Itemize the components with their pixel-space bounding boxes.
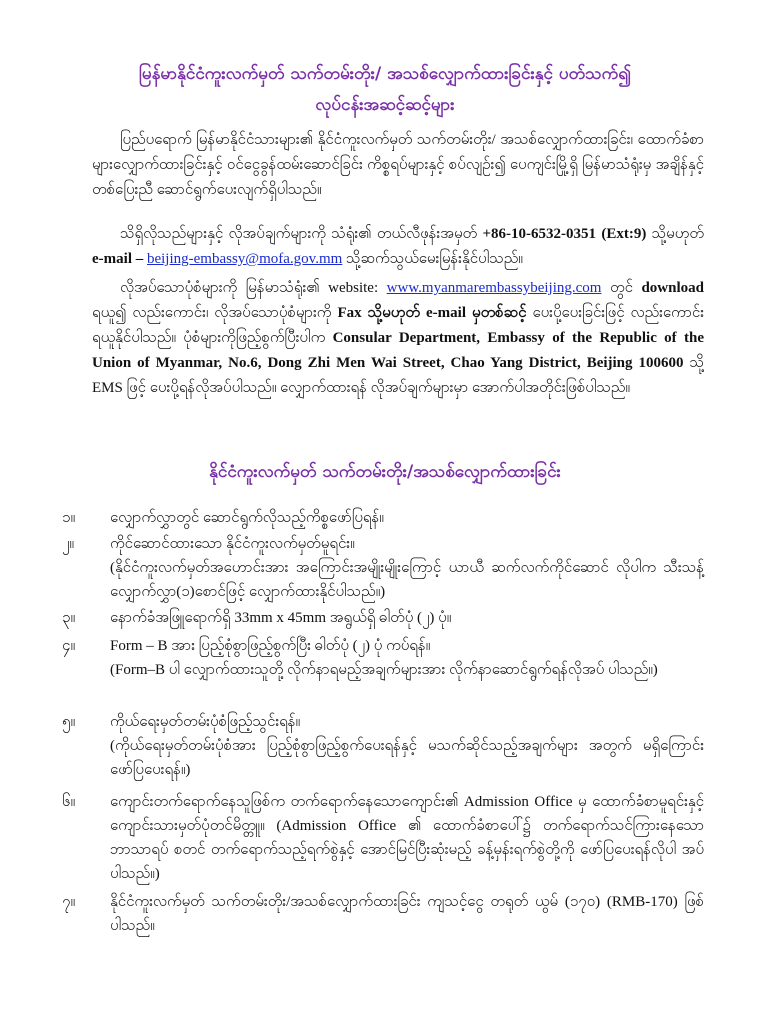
intro-paragraph-2: [92, 222, 704, 272]
list-number: ၄။: [62, 638, 75, 654]
list-number: ၇။: [62, 894, 75, 910]
section-title: နိုင်ငံကူးလက်မှတ် သက်တမ်းတိုး/အသစ်လျှောက်ထားခြင်း: [209, 462, 561, 482]
list-number: ၆။: [62, 794, 75, 810]
intro-paragraph-1: ပြည်ပရောက် မြန်မာနိုင်ငံသားများ၏ နိုင်ငံကူးလက်မှတ် သက်တမ်းတိုး/ အသစ်လျှောက်ထားခြင်း၊ ထောက်ခံစာများလျှောက်ထားခြင်းနှင့် ဝင်ငွေခွန်ထမ်းဆောင်ခြင်း ကိစ္စရပ်များနှင့် စပ်လျဉ်း၍ ပေကျင်းမြို့ရှိ မြန်မာသံရုံးမှ အချိန်နှင့်တစ်ပြေးညီ ဆောင်ရွက်ပေးလျက်ရှိပါသည်။: [92, 132, 704, 198]
list-main-text: ကိုင်ဆောင်ထားသော နိုင်ငံကူးလက်မှတ်မူရင်း။: [110, 536, 355, 552]
forms-text: ရယူ၍ လည်းကောင်း၊ လိုအပ်သောပုံစံများကို: [92, 305, 332, 321]
list-text: လျှောက်လွှာတွင် ဆောင်ရွက်လိုသည့်ကိစ္စဖော်ပြရန်။: [110, 510, 384, 526]
consular-address: Consular Department, Embassy of the Republic of the Union of Myanmar, No.6, Dong Zhi Men Wai Street, Chao Yang District, Beijing 100600: [92, 330, 704, 371]
contact-or-text: သို့မဟုတ်: [651, 226, 704, 242]
download-text: download: [641, 280, 704, 296]
list-text: နိုင်ငံကူးလက်မှတ် သက်တမ်းတိုး/အသစ်လျှောက်ထားခြင်း ကျသင့်ငွေ တရုတ် ယွမ် (၁၇၀) (RMB-170) ဖြစ်ပါသည်။: [110, 894, 704, 934]
page-title-line2: လုပ်ငန်းအဆင့်ဆင့်များ: [315, 95, 455, 115]
list-number: ၃။: [62, 610, 75, 626]
ems-text: သို့ EMS ဖြင့် ပေးပို့ရန်လိုအပ်ပါသည်။ လျှောက်ထားရန် လိုအပ်ချက်များမှာ အောက်ပါအတိုင်းဖြစ်ပါသည်။: [92, 355, 705, 396]
fax-email-text: Fax သို့မဟုတ် e-mail မှတစ်ဆင့်: [337, 305, 527, 321]
submission-text: ပေးပို့ပေးခြင်းဖြင့် လည်းကောင်းရယူနိုင်ပါသည်။ ပုံစံများကိုဖြည့်စွက်ပြီးပါက: [92, 305, 705, 346]
contact-text: သိရှိလိုသည်များနှင့် လိုအပ်ချက်များကို သံရုံး၏ တယ်လီဖုန်းအမှတ်: [120, 226, 478, 242]
website-tail-text: တွင်: [610, 280, 633, 296]
list-note: (နိုင်ငံကူးလက်မှတ်အဟောင်းအား အကြောင်းအမျိုးမျိုးကြောင့် ယာယီ ဆက်လက်ကိုင်ဆောင် လိုပါက သီးသန့်လျှောက်လွှာ(၁)စောင်ဖြင့် လျှောက်ထားနိုင်ပါသည်။): [110, 560, 704, 600]
website-link[interactable]: www.myanmarembassybeijing.com: [386, 280, 602, 296]
list-main-text: Form – B အား ပြည့်စုံစွာဖြည့်စွက်ပြီး ဓါတ်ပုံ (၂) ပုံ ကပ်ရန်။: [110, 638, 431, 654]
list-text: [110, 532, 704, 604]
contact-tail-text: သို့ဆက်သွယ်မေးမြန်းနိုင်ပါသည်။: [346, 251, 523, 267]
website-intro-text: လိုအပ်သောပုံစံများကို မြန်မာသံရုံး၏ website:: [120, 280, 379, 296]
intro-paragraph-3: [92, 276, 704, 401]
list-number: ၅။: [62, 714, 75, 730]
list-number: ၂။: [62, 536, 74, 552]
list-number: ၁။: [62, 510, 75, 526]
list-text: နောက်ခံအဖြူရောက်ရှိ 33mm x 45mm အရွယ်ရှိ ဓါတ်ပုံ (၂) ပုံ။: [110, 610, 452, 626]
list-text: [110, 634, 704, 682]
list-main-text: ကိုယ်ရေးမှတ်တမ်းပုံစံဖြည့်သွင်းရန်။: [110, 714, 301, 730]
list-note: (Form–B ပါ လျှောက်ထားသူတို့ လိုက်နာရမည့်အချက်များအား လိုက်နာဆောင်ရွက်ရန်လိုအပ် ပါသည်။): [110, 662, 658, 678]
page-title-line1: မြန်မာနိုင်ငံကူးလက်မှတ် သက်တမ်းတိုး/ အသစ်လျှောက်ထားခြင်းနှင့် ပတ်သက်၍: [139, 64, 631, 84]
email-label: e-mail –: [92, 251, 144, 267]
list-text: [110, 710, 704, 782]
phone-number: +86-10-6532-0351 (Ext:9): [482, 226, 647, 242]
list-note: (ကိုယ်ရေးမှတ်တမ်းပုံစံအား ပြည့်စုံစွာဖြည့်စွက်ပေးရန်နှင့် မသက်ဆိုင်သည့်အချက်များ အတွက် မရှိကြောင်း ဖော်ပြပေးရန်။): [110, 738, 704, 778]
email-link[interactable]: beijing-embassy@mofa.gov.mm: [146, 251, 343, 267]
list-text: ကျောင်းတက်ရောက်နေသူဖြစ်က တက်ရောက်နေသောကျောင်း၏ Admission Office မှ ထောက်ခံစာမူရင်းနှင့် ကျောင်းသားမှတ်ပုံတင်မိတ္တူ။ (Admission Office ၏ ထောက်ခံစာပေါ်၌ တက်ရောက်သင်ကြားနေသော ဘာသာရပ် စတင် တက်ရောက်သည့်ရက်စွဲနှင့် အောင်မြင်ပြီးဆုံးမည့် ခန့်မှန်းရက်စွဲတို့ကို ဖော်ပြပေးရန်လိုပါ အပ်ပါသည်။): [110, 794, 704, 882]
